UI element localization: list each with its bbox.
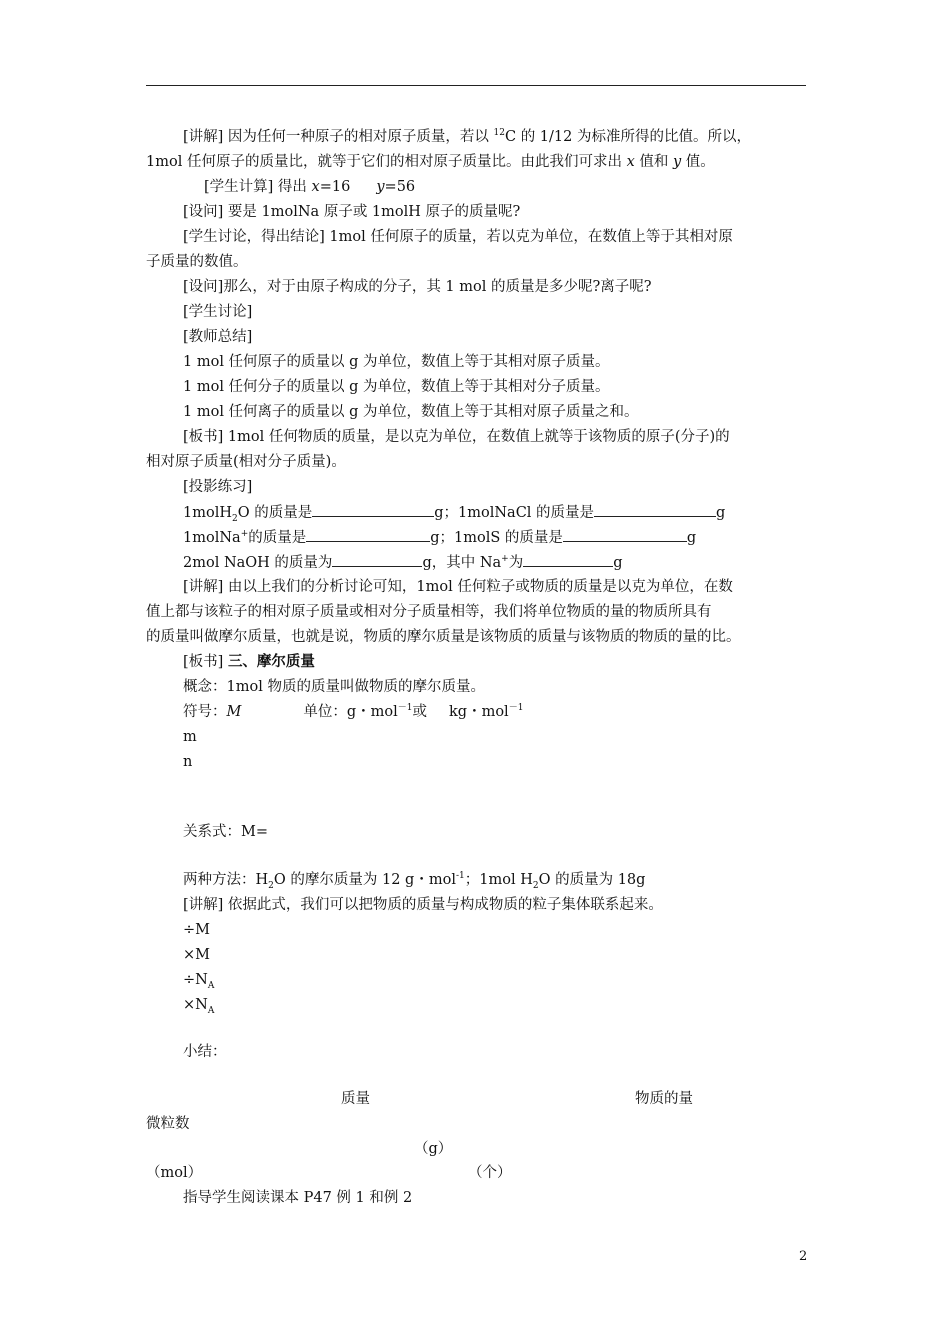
text-line: 物质的量 — [635, 1091, 693, 1107]
text-line: 值上都与该粒子的相对原子质量或相对分子质量相等，我们将单位物质的量的物质所具有 — [146, 604, 712, 620]
text-line: ÷M — [183, 922, 210, 938]
text-line: [学生讨论，得出结论] 1mol 任何原子的质量，若以克为单位，在数值上等于其相对原 — [183, 229, 733, 245]
text-line: [投影练习] — [183, 479, 253, 495]
text-line: 子质量的数值。 — [146, 254, 248, 270]
answer-blank[interactable] — [306, 528, 430, 542]
section-heading: [板书] 三、摩尔质量 — [183, 653, 315, 670]
text-line: 1 mol 任何原子的质量以 g 为单位，数值上等于其相对原子质量。 — [183, 354, 610, 370]
text-line: [讲解] 依据此式，我们可以把物质的质量与构成物质的粒子集体联系起来。 — [183, 897, 663, 913]
answer-blank[interactable] — [312, 503, 434, 517]
text-line: （个） — [468, 1165, 512, 1181]
text-line: $\div N_A$ — [183, 972, 215, 991]
text-line: （mol） — [146, 1165, 203, 1181]
text-line: 符号：M 单位：g・mol$^{-1}$或 kg・mol$^{-1}$ — [183, 703, 524, 720]
text-line: 两种方法：$H_2O$ 的摩尔质量为 12 g・mol$^{-1}$；1mol $H_2O$ 的质量为 18g — [183, 871, 646, 891]
page-number: 2 — [799, 1249, 808, 1264]
text-line: n — [183, 754, 193, 770]
text-line: ×M — [183, 947, 210, 963]
exercise-line: 1molNa+的质量是 g；1molS 的质量是 g — [183, 529, 697, 546]
text-line: 小结： — [183, 1044, 227, 1060]
header-rule — [146, 85, 806, 86]
text-line: 的质量叫做摩尔质量，也就是说，物质的摩尔质量是该物质的质量与该物质的物质的量的比。 — [146, 629, 741, 645]
exercise-line: 2mol NaOH 的质量为 g，其中 Na+为 g — [183, 554, 623, 571]
text-line: [板书] 1mol 任何物质的质量，是以克为单位，在数值上就等于该物质的原子(分子)的 — [183, 429, 730, 445]
text-line: m — [183, 729, 197, 745]
text-line: 1 mol 任何分子的质量以 g 为单位，数值上等于其相对分子质量。 — [183, 379, 610, 395]
text-line: [学生讨论] — [183, 304, 253, 320]
answer-blank[interactable] — [594, 503, 716, 517]
text-line: 概念：1mol 物质的质量叫做物质的摩尔质量。 — [183, 679, 485, 695]
text-line: 微粒数 — [146, 1116, 190, 1132]
exercise-line: 1molH$_2$O 的质量是 g；1molNaCl 的质量是 g — [183, 505, 726, 524]
text-line: 1 mol 任何离子的质量以 g 为单位，数值上等于其相对原子质量之和。 — [183, 404, 639, 420]
text-line: 指导学生阅读课本 P47 例 1 和例 2 — [183, 1190, 413, 1206]
answer-blank[interactable] — [523, 553, 613, 567]
text-line: [设问] 要是 1molNa 原子或 1molH 原子的质量呢? — [183, 204, 521, 220]
answer-blank[interactable] — [332, 553, 422, 567]
text-line: [设问]那么，对于由原子构成的分子，其 1 mol 的质量是多少呢?离子呢? — [183, 279, 652, 295]
text-line: 相对原子质量(相对分子质量)。 — [146, 454, 346, 470]
text-line: 1mol 任何原子的质量比，就等于它们的相对原子质量比。由此我们可求出 x 值和 y 值。 — [146, 154, 715, 170]
text-line: $\times N_A$ — [183, 997, 215, 1016]
text-line: 质量 — [341, 1091, 370, 1107]
text-line: [讲解] 因为任何一种原子的相对原子质量，若以 $^{12}$C 的 1/12 为标准所得的比值。所以， — [183, 128, 751, 145]
text-line: （g） — [414, 1141, 453, 1157]
answer-blank[interactable] — [563, 528, 687, 542]
text-line: 关系式：M= — [183, 824, 268, 840]
text-line: [讲解] 由以上我们的分析讨论可知，1mol 任何粒子或物质的质量是以克为单位，在数 — [183, 579, 733, 595]
text-line: [学生计算] 得出 x=16 y=56 — [204, 179, 416, 195]
text-line: [教师总结] — [183, 329, 253, 345]
